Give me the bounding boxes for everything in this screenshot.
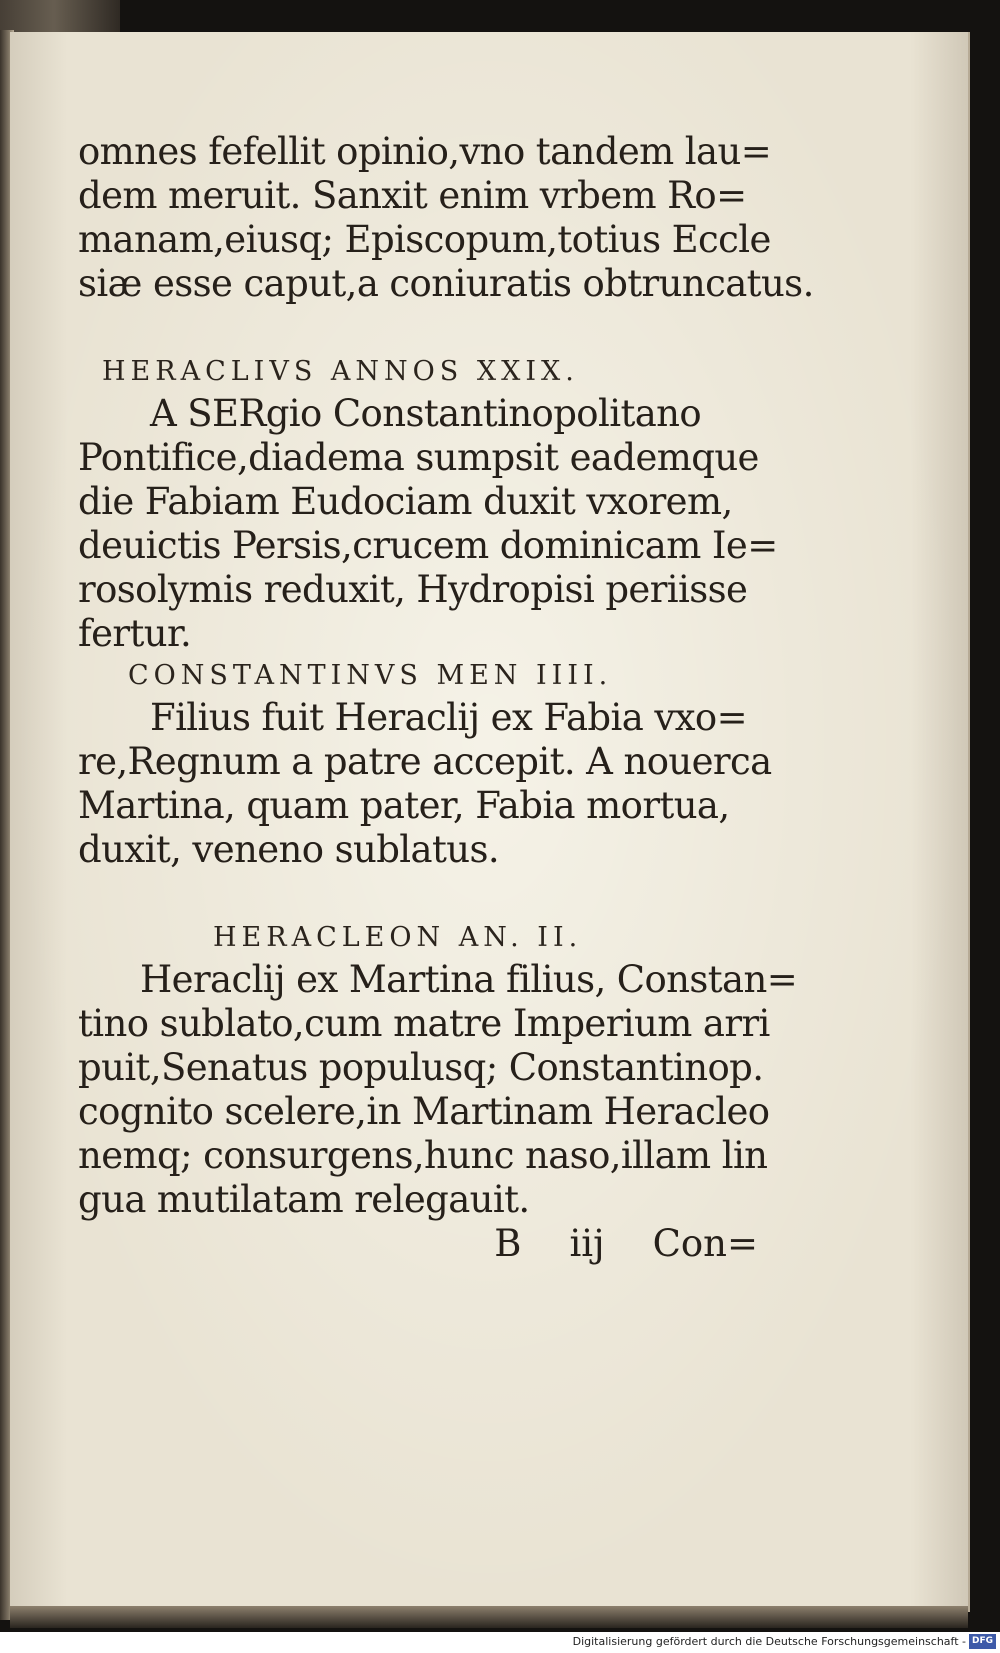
dfg-logo-icon: DFG [969, 1634, 996, 1649]
text-line: puit,Senatus populusq; Constantinop. [78, 1046, 764, 1089]
text-line: Filius fuit Heraclij ex Fabia vxo= [150, 696, 748, 739]
text-line: Martina, quam pater, Fabia mortua, [78, 784, 730, 827]
book-edge-bottom [10, 1606, 968, 1628]
section-heading: HERACLIVS ANNOS XXIX. [102, 356, 579, 387]
section-heraclius [78, 352, 778, 656]
text-line: Pontifice,diadema sumpsit eademque [78, 436, 759, 479]
funding-credit: Digitalisierung gefördert durch die Deutsche Forschungsgemeinschaft - [572, 1635, 966, 1648]
spacer [78, 306, 758, 352]
text-line: die Fabiam Eudociam duxit vxorem, [78, 480, 733, 523]
catchline [78, 1222, 758, 1266]
text-line: rosolymis reduxit, Hydropisi periisse [78, 568, 748, 611]
text-line: A SERgio Constantinopolitano [150, 392, 702, 435]
catchword: Con= [652, 1222, 758, 1265]
text-line: manam,eiusq; Episcopum,totius Eccle [78, 218, 771, 261]
text-line: dem meruit. Sanxit enim vrbem Ro= [78, 174, 747, 217]
page-text [78, 130, 814, 1266]
text-line: cognito scelere,in Martinam Heracleo [78, 1090, 770, 1133]
text-line: omnes fefellit opinio,vno tandem lau= [78, 130, 772, 173]
section-constantinus [78, 656, 772, 872]
text-line: tino sublato,cum matre Imperium arri [78, 1002, 770, 1045]
text-line: duxit, veneno sublatus. [78, 828, 500, 871]
paragraph-opening [78, 130, 814, 306]
digitization-footer [0, 1632, 1000, 1653]
text-line: Heraclij ex Martina filius, Constan= [140, 958, 798, 1001]
section-heading: HERACLEON AN. II. [213, 922, 583, 953]
section-heracleon [78, 918, 798, 1222]
folio-number: iij [569, 1222, 605, 1265]
section-heading: CONSTANTINVS MEN IIII. [128, 660, 613, 691]
text-line: nemq; consurgens,hunc naso,illam lin [78, 1134, 768, 1177]
spacer [78, 872, 758, 918]
signature-mark: B [494, 1222, 522, 1265]
text-line: re,Regnum a patre accepit. A nouerca [78, 740, 772, 783]
text-line: deuictis Persis,crucem dominicam Ie= [78, 524, 778, 567]
text-line: gua mutilatam relegauit. [78, 1178, 530, 1221]
text-line: fertur. [78, 612, 192, 655]
text-line: siæ esse caput,a coniuratis obtruncatus. [78, 262, 814, 305]
